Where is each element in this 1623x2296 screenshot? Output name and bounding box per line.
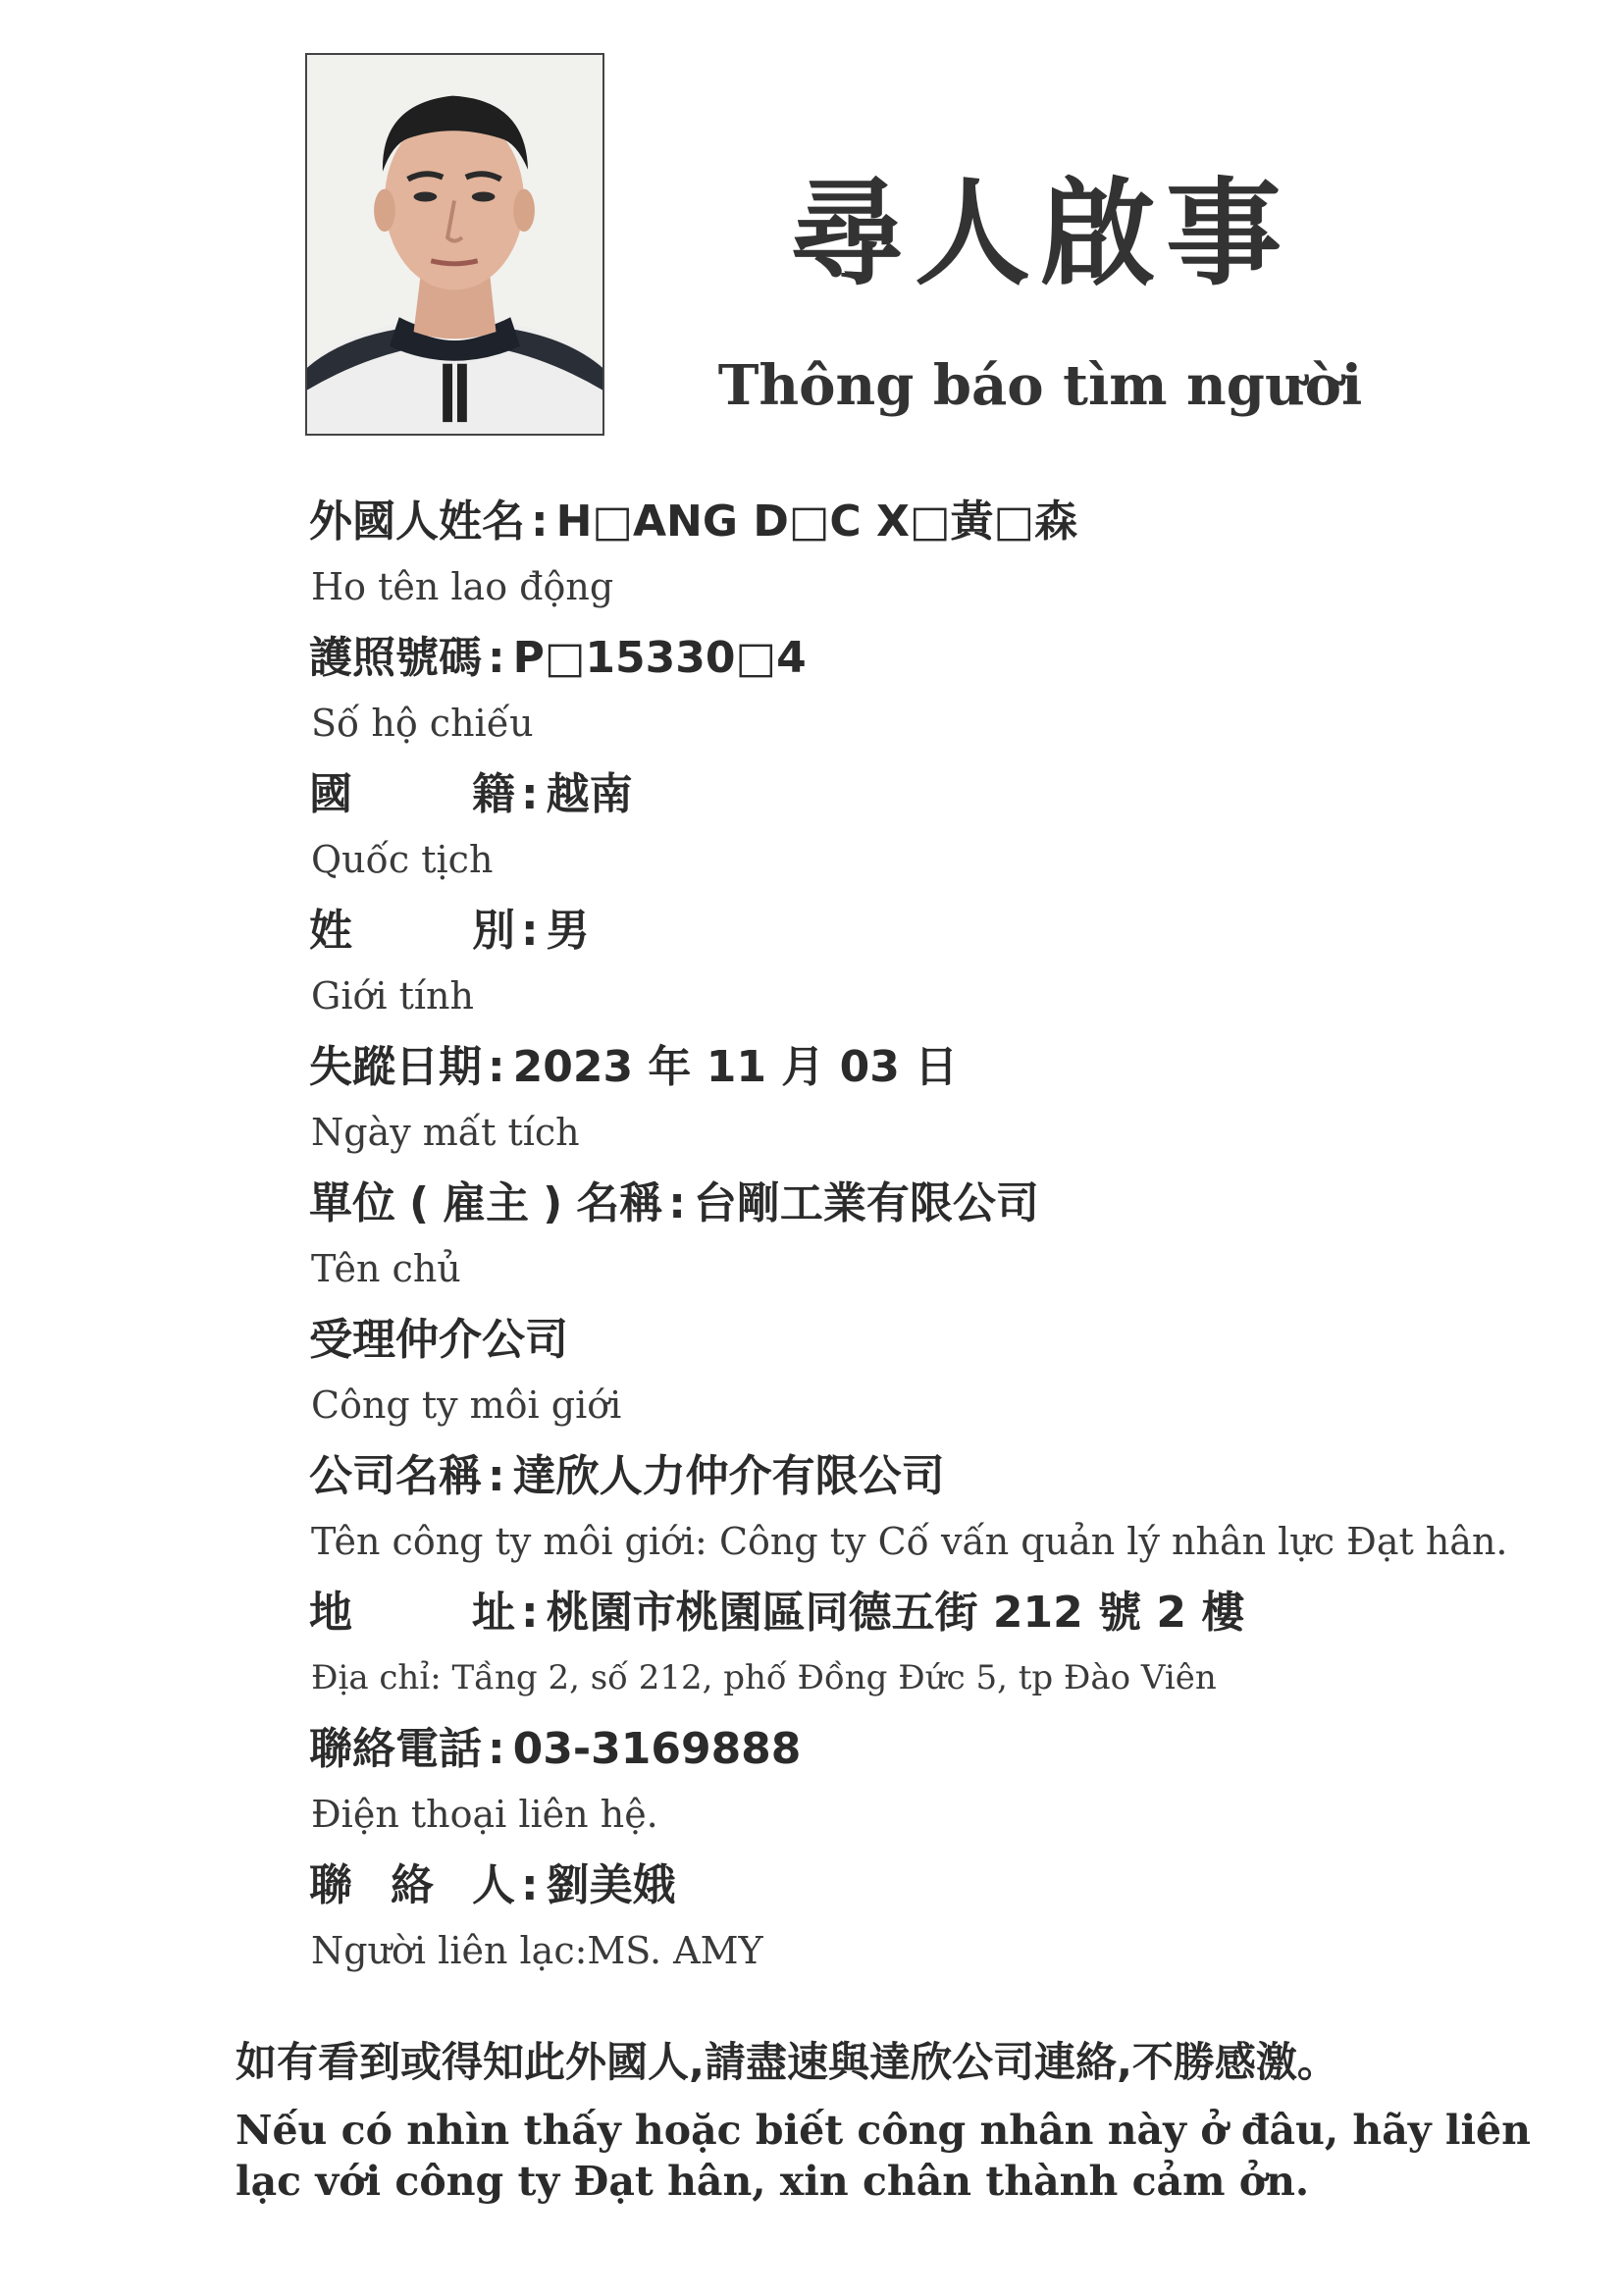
field-label-zh: [309, 1578, 515, 1648]
notice-chinese: 如有看到或得知此外國人,請盡速與達欣公司連絡,不勝感激。: [236, 2038, 1338, 2086]
label-part: 名稱: [576, 1178, 663, 1228]
page-title-chinese: 尋人啟事: [788, 166, 1291, 301]
notice-vietnamese: Nếu có nhìn thấy hoặc biết công nhân này ở đâu, hãy liên lạc với công ty Đạt hân, xin chân thành cảm ởn.: [236, 2107, 1531, 2205]
field-missing-date: [309, 1032, 1545, 1169]
field-passport-number: [309, 623, 1545, 759]
field-contact-person: [309, 1851, 1545, 1987]
field-employer: [309, 1169, 1545, 1305]
field-value: P□15330□4: [512, 633, 807, 683]
label-part: ): [543, 1178, 563, 1228]
field-address: [309, 1578, 1545, 1714]
field-colon: :: [531, 496, 549, 547]
field-worker-name: [309, 487, 1545, 623]
page-title-vietnamese: Thông báo tìm người: [717, 353, 1363, 418]
field-phone: [309, 1714, 1545, 1851]
field-label-zh: [309, 1851, 515, 1921]
field-label-vi: Ho tên lao động: [311, 565, 614, 608]
field-value: 03-3169888: [512, 1724, 802, 1774]
field-label-vi: Địa chỉ: Tầng 2, số 212, phố Đồng Đức 5, tp Đào Viên: [311, 1658, 1217, 1697]
field-colon: :: [668, 1178, 686, 1228]
field-colon: :: [521, 1588, 539, 1638]
label-char: 人: [472, 1860, 515, 1910]
field-label-zh: [309, 1169, 662, 1239]
field-company-name: [309, 1441, 1545, 1578]
field-value: H□ANG D□C X□黃□森: [555, 496, 1078, 547]
field-nationality: [309, 759, 1545, 896]
field-value: 劉美娥: [546, 1860, 676, 1910]
field-value: 桃園市桃園區同德五街 212 號 2 樓: [546, 1588, 1245, 1638]
field-colon: :: [488, 1451, 505, 1501]
field-colon: :: [521, 1860, 539, 1910]
field-label-zh: [309, 896, 515, 966]
label-part: (: [409, 1178, 430, 1228]
field-value: 男: [546, 906, 590, 956]
field-label-vi: Tên chủ: [311, 1247, 461, 1290]
label-part: 雇主: [443, 1178, 530, 1228]
field-label-zh: 護照號碼: [309, 633, 482, 683]
field-label-zh: 受理仲介公司: [309, 1315, 568, 1365]
label-char: 籍: [472, 769, 515, 819]
field-colon: :: [488, 633, 505, 683]
field-label-zh: 聯絡電話: [309, 1724, 482, 1774]
field-colon: :: [488, 1042, 505, 1092]
field-value: 台剛工業有限公司: [693, 1178, 1039, 1228]
field-colon: :: [488, 1724, 505, 1774]
field-value: 達欣人力仲介有限公司: [512, 1451, 945, 1501]
field-label-vi: Tên công ty môi giới: Công ty Cố vấn quản lý nhân lực Đạt hân.: [311, 1520, 1508, 1563]
field-label-zh: 公司名稱: [309, 1451, 482, 1501]
field-label-vi: Người liên lạc:MS. AMY: [311, 1929, 763, 1972]
field-colon: :: [521, 906, 539, 956]
field-agency-heading: [309, 1305, 1545, 1441]
portrait-photo: [305, 53, 604, 436]
label-char: 址: [472, 1588, 515, 1638]
label-char: 別: [472, 906, 515, 956]
label-char: 地: [309, 1588, 352, 1638]
label-char: 國: [309, 769, 352, 819]
field-colon: :: [521, 769, 539, 819]
field-label-vi: Công ty môi giới: [311, 1383, 622, 1427]
label-char: 絡: [391, 1860, 434, 1910]
label-part: 單位: [309, 1178, 395, 1228]
field-label-zh: [309, 759, 515, 830]
field-label-vi: Số hộ chiếu: [311, 702, 534, 745]
field-label-zh: 外國人姓名: [309, 496, 525, 547]
field-gender: [309, 896, 1545, 1032]
field-label-vi: Điện thoại liên hệ.: [311, 1793, 658, 1836]
info-fields: [309, 487, 1545, 1987]
label-char: 姓: [309, 906, 352, 956]
field-label-zh: 失蹤日期: [309, 1042, 482, 1092]
portrait-illustration: [307, 55, 602, 434]
field-label-vi: Ngày mất tích: [311, 1111, 580, 1154]
field-value: 越南: [546, 769, 633, 819]
label-char: 聯: [309, 1860, 352, 1910]
field-label-vi: Giới tính: [311, 974, 474, 1018]
field-value: 2023 年 11 月 03 日: [512, 1042, 959, 1092]
field-label-vi: Quốc tịch: [311, 838, 494, 881]
